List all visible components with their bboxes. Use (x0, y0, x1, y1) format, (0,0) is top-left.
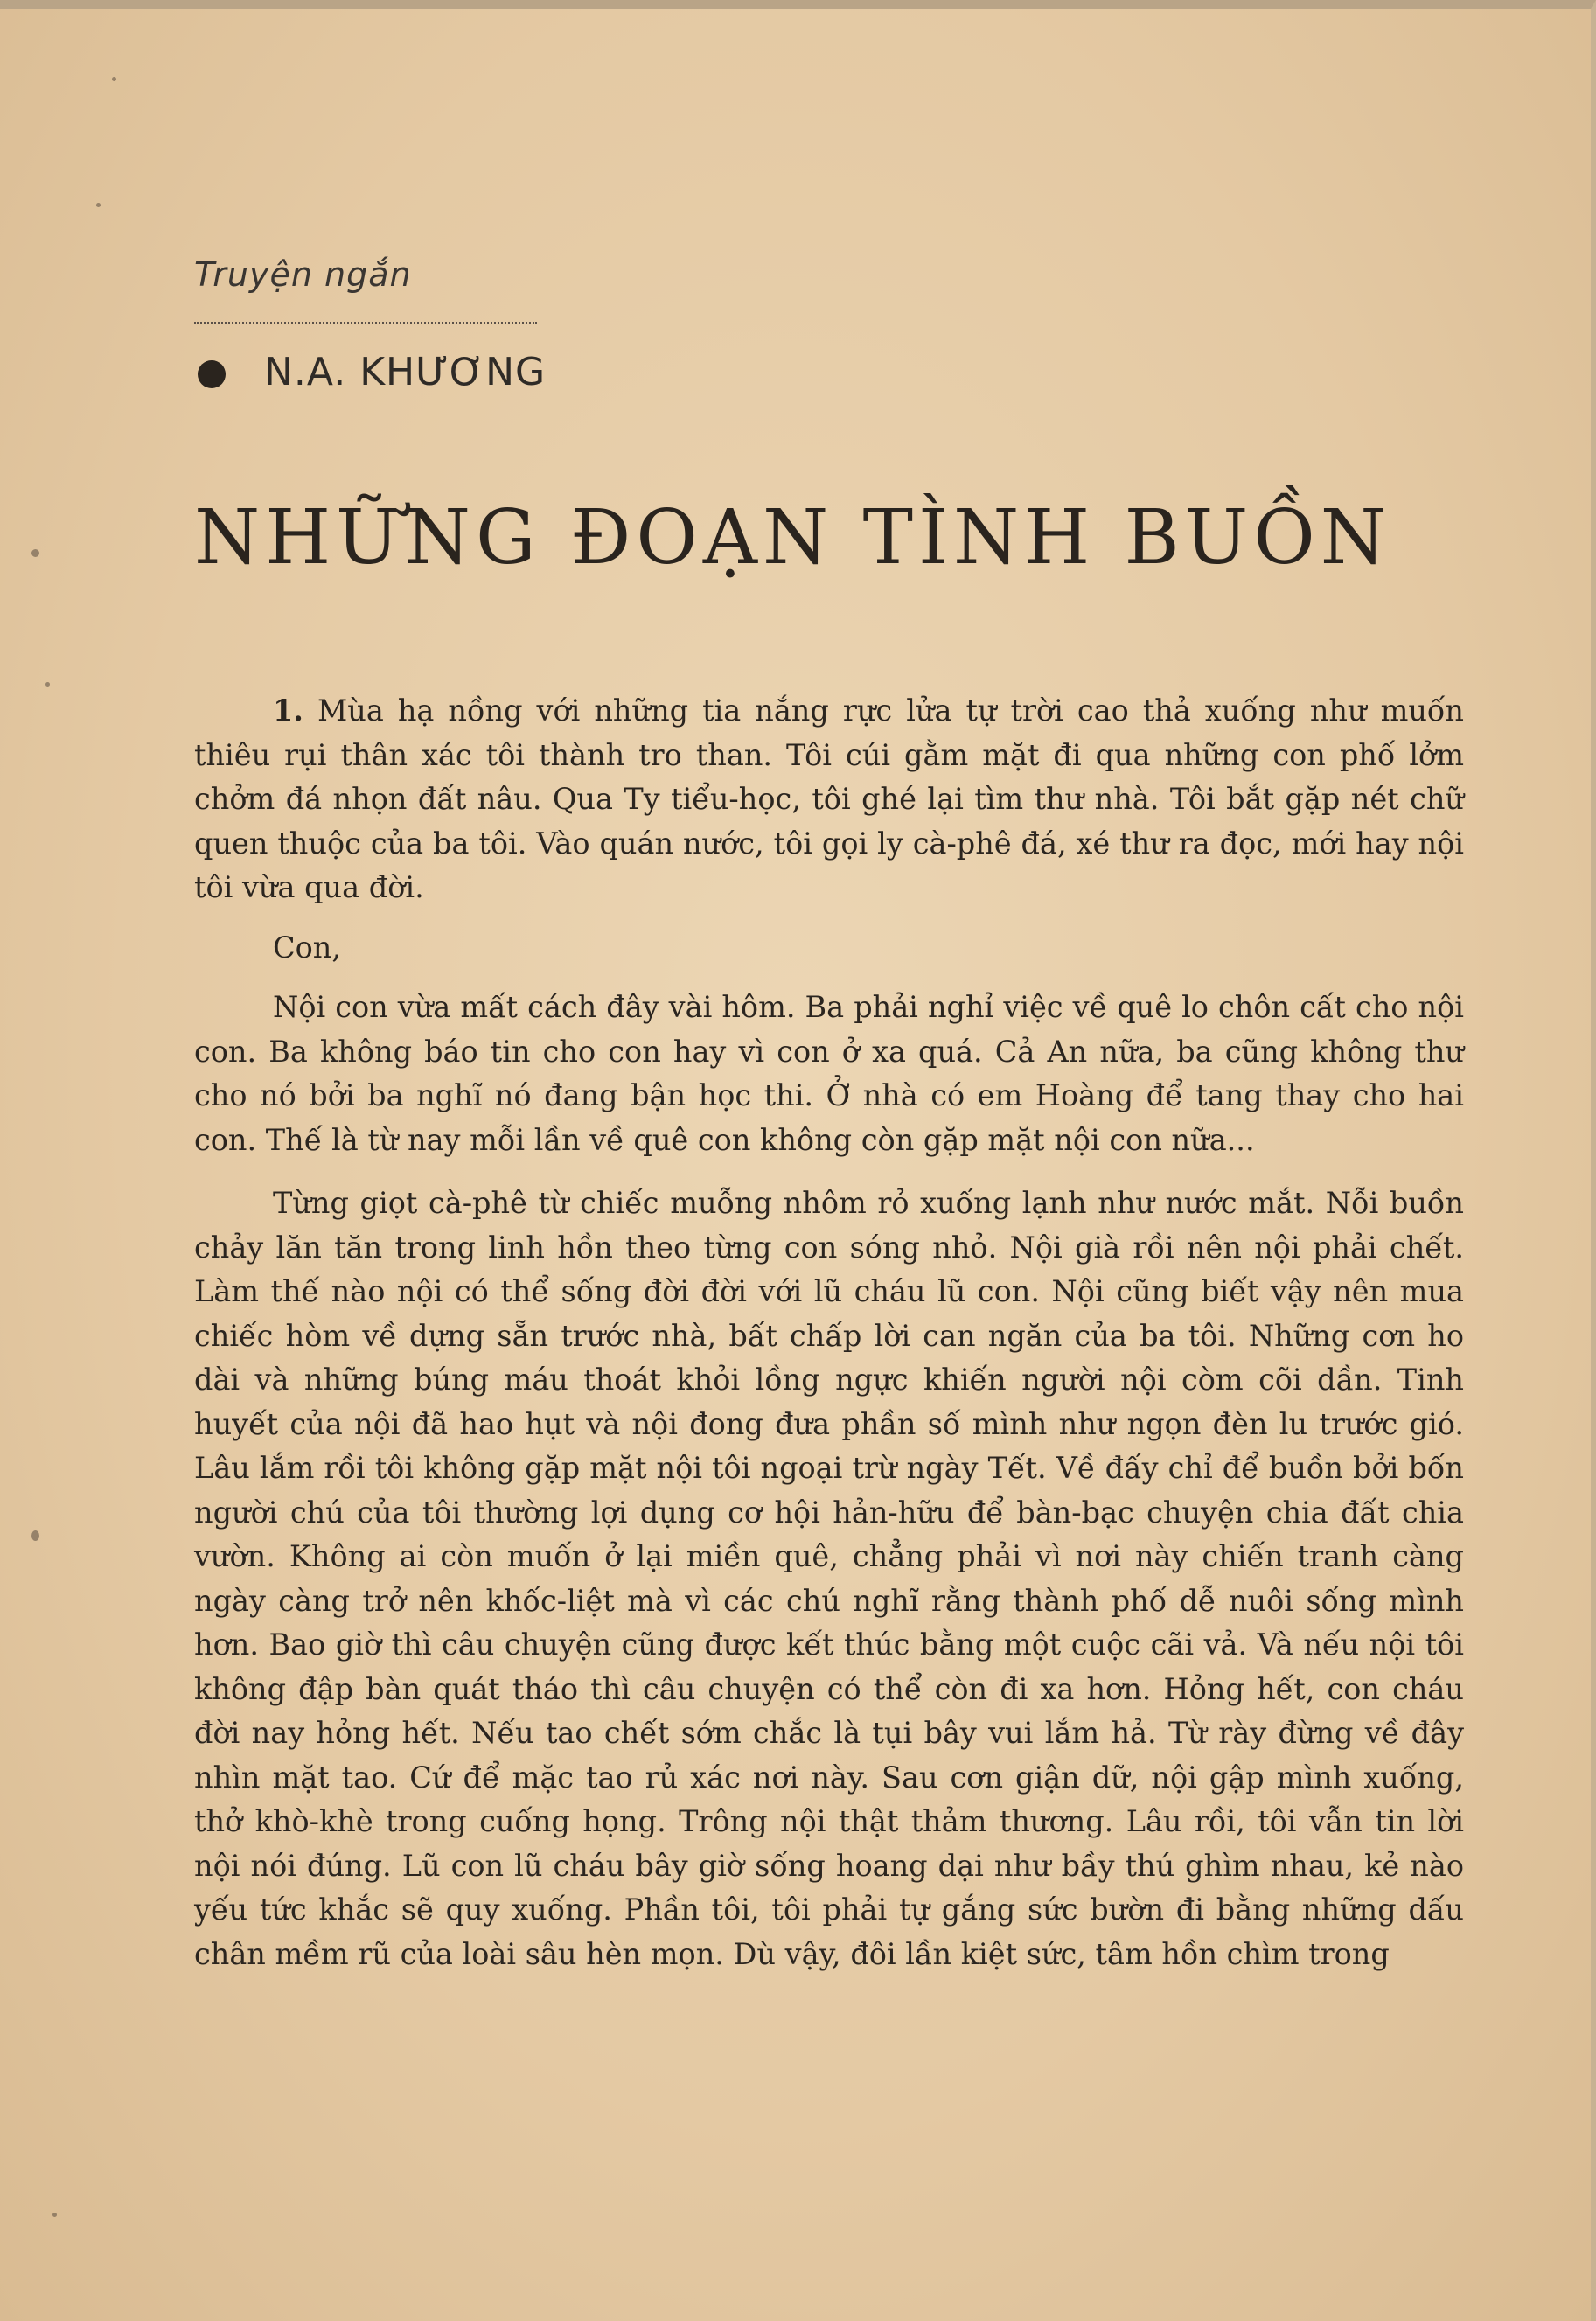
category-divider (194, 322, 537, 324)
paper-speck (45, 682, 50, 687)
paragraph-2: Từng giọt cà-phê từ chiếc muỗng nhôm rỏ xuống lạnh như nước mắt. Nỗi buồn chảy lăn tăn trong linh hồn theo từng con sóng nhỏ. Nội già rồi nên nội phải chết. Làm thế nào nội có thể sống đời đời với lũ cháu lũ con. Nội cũng biết vậy nên mua chiếc hòm về dựng sẵn trước nhà, bất chấp lời can ngăn của ba tôi. Những cơn ho dài và những búng máu thoát khỏi lồng ngực khiến người nội còm cõi dần. Tinh huyết của nội đã hao hụt và nội đong đưa phần số mình như ngọn đèn lu trước gió. Lâu lắm rồi tôi không gặp mặt nội tôi ngoại trừ ngày Tết. Về đấy chỉ để buồn bởi bốn người chú của tôi thường lợi dụng cơ hội hản-hữu để bàn-bạc chuyện chia đất chia vườn. Không ai còn muốn ở lại miền quê, chẳng phải vì nơi này chiến tranh càng ngày càng trở nên khốc-liệt mà vì các chú nghĩ rằng thành phố dễ nuôi sống mình hơn. Bao giờ thì câu chuyện cũng được kết thúc bằng một cuộc cãi vả. Và nếu nội tôi không đập bàn quát tháo thì câu chuyện có thể còn đi xa hơn. Hỏng hết, con cháu đời nay hỏng hết. Nếu tao chết sớm chắc là tụi bây vui lắm hả. Từ rày đừng về đây nhìn mặt tao. Cứ để mặc tao rủ xác nơi này. Sau cơn giận dữ, nội gập mình xuống, thở khò-khè trong cuống họng. Trông nội thật thảm thương. Lâu rồi, tôi vẫn tin lời nội nói đúng. Lũ con lũ cháu bây giờ sống hoang dại như bầy thú ghìm nhau, kẻ nào yếu tức khắc sẽ quy xuống. Phần tôi, tôi phải tự gắng sức bườn đi bằng những dấu chân mềm rũ của loài sâu hèn mọn. Dù vậy, đôi lần kiệt sức, tâm hồn chìm trong (194, 1186, 1464, 1971)
paper-speck (31, 549, 39, 557)
category-label: Truyện ngắn (194, 255, 412, 294)
paragraph-1 (194, 689, 1464, 910)
paper-speck (52, 2213, 57, 2217)
paper-speck (31, 1530, 39, 1541)
section-number: 1. (273, 694, 303, 728)
story-title: NHỮNG ĐOẠN TÌNH BUỒN (194, 494, 1391, 582)
letter-greeting: Con, (273, 930, 342, 965)
letter-text: Nội con vừa mất cách đây vài hôm. Ba phải nghỉ việc về quê lo chôn cất cho nội con. Ba không báo tin cho con hay vì con ở xa quá. Cả An nữa, ba cũng không thư cho nó bởi ba nghĩ nó đang bận học thi. Ở nhà có em Hoàng để tang thay cho hai con. Thế là từ nay mỗi lần về quê con không còn gặp mặt nội con nữa... (194, 990, 1464, 1157)
paragraph-1-text: Mùa hạ nồng với những tia nắng rực lửa tự trời cao thả xuống như muốn thiêu rụi thân xác tôi thành tro than. Tôi cúi gằm mặt đi qua những con phố lởm chởm đá nhọn đất nâu. Qua Ty tiểu-học, tôi ghé lại tìm thư nhà. Tôi bắt gặp nét chữ quen thuộc của ba tôi. Vào quán nước, tôi gọi ly cà-phê đá, xé thư ra đọc, mới hay nội tôi vừa qua đời. (194, 694, 1464, 904)
story-body (194, 689, 1464, 1976)
author-name: N.A. KHƯƠNG (264, 350, 547, 394)
paper-speck (112, 77, 116, 81)
bullet-icon (198, 360, 226, 388)
paper-speck (96, 203, 101, 207)
